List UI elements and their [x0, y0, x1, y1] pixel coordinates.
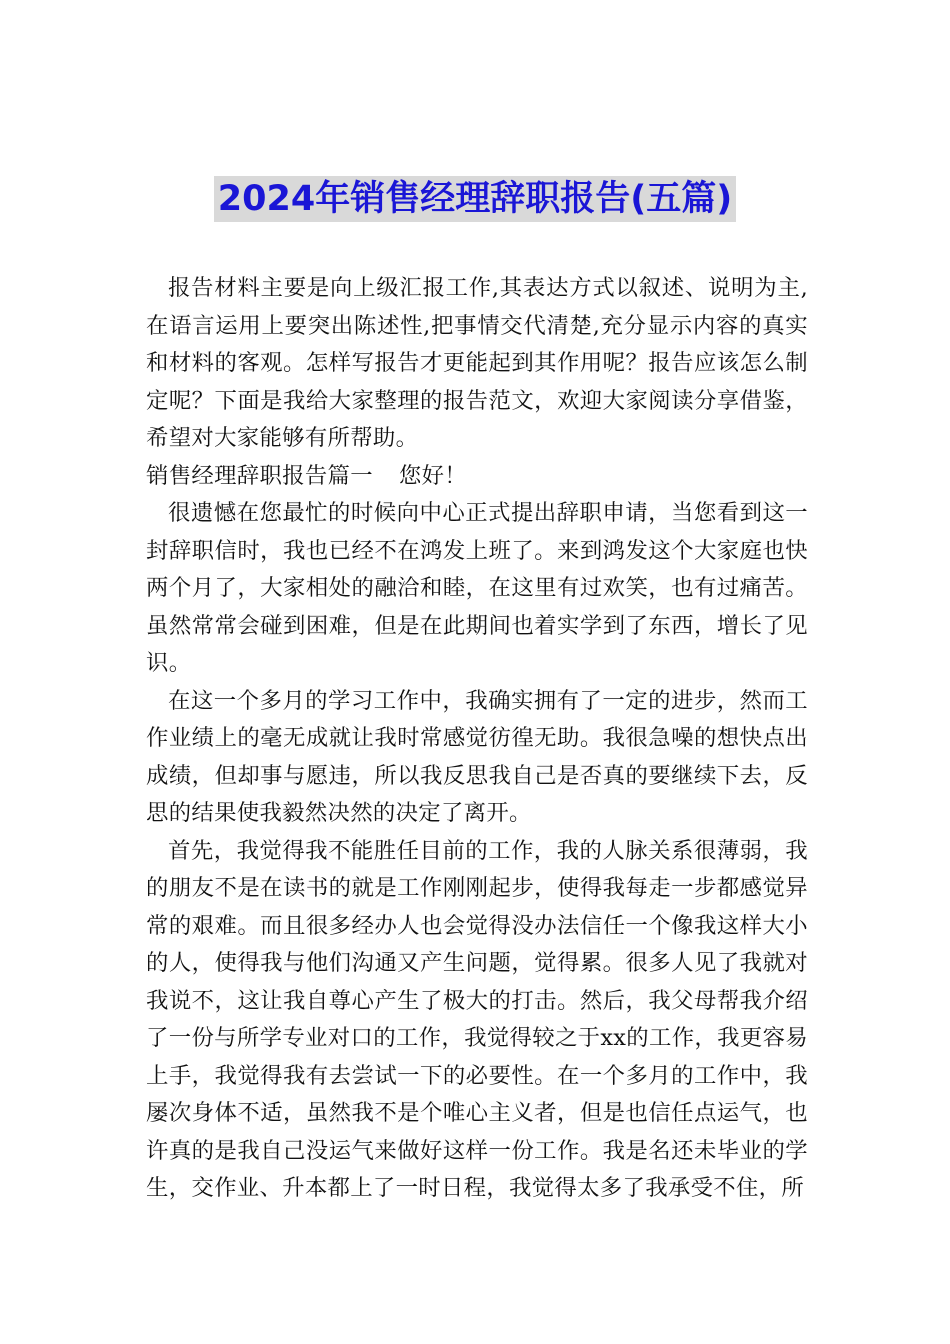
- body-paragraph-3: 首先，我觉得我不能胜任目前的工作，我的人脉关系很薄弱，我的朋友不是在读书的就是工作刚刚起步，使得我每走一步都感觉异常的艰难。而且很多经办人也会觉得没办法信任一个像我这样大小的人，使得我与他们沟通又产生问题，觉得累。很多人见了我就对我说不，这让我自尊心产生了极大的打击。然后，我父母帮我介绍了一份与所学专业对口的工作，我觉得较之于xx的工作，我更容易上手，我觉得我有去尝试一下的必要性。在一个多月的工作中，我屡次身体不适，虽然我不是个唯心主义者，但是也信任点运气，也许真的是我自己没运气来做好这样一份工作。我是名还未毕业的学生，交作业、升本都上了一时日程，我觉得太多了我承受不住，所: [146, 837, 808, 1201]
- greeting: 您好！: [398, 462, 467, 489]
- document-title: 2024年销售经理辞职报告(五篇): [214, 176, 736, 222]
- section-heading-line: [146, 458, 808, 496]
- intro-paragraph: 报告材料主要是向上级汇报工作,其表达方式以叙述、说明为主,在语言运用上要突出陈述性,把事情交代清楚,充分显示内容的真实和材料的客观。怎样写报告才更能起到其作用呢？报告应该怎么制定呢？下面是我给大家整理的报告范文，欢迎大家阅读分享借鉴，希望对大家能够有所帮助。: [146, 275, 808, 451]
- document-body: [146, 270, 808, 1208]
- body-paragraph-2: 在这一个多月的学习工作中，我确实拥有了一定的进步，然而工作业绩上的毫无成就让我时常感觉彷徨无助。我很急噪的想快点出成绩，但却事与愿违，所以我反思我自己是否真的要继续下去，反思的结果使我毅然决然的决定了离开。: [146, 687, 808, 826]
- section-heading: 销售经理辞职报告篇一: [146, 462, 373, 489]
- body-paragraph-1: 很遗憾在您最忙的时候向中心正式提出辞职申请，当您看到这一封辞职信时，我也已经不在鸿发上班了。来到鸿发这个大家庭也快两个月了，大家相处的融洽和睦，在这里有过欢笑，也有过痛苦。虽然常常会碰到困难，但是在此期间也着实学到了东西，增长了见识。: [146, 500, 808, 676]
- title-container: [0, 176, 950, 222]
